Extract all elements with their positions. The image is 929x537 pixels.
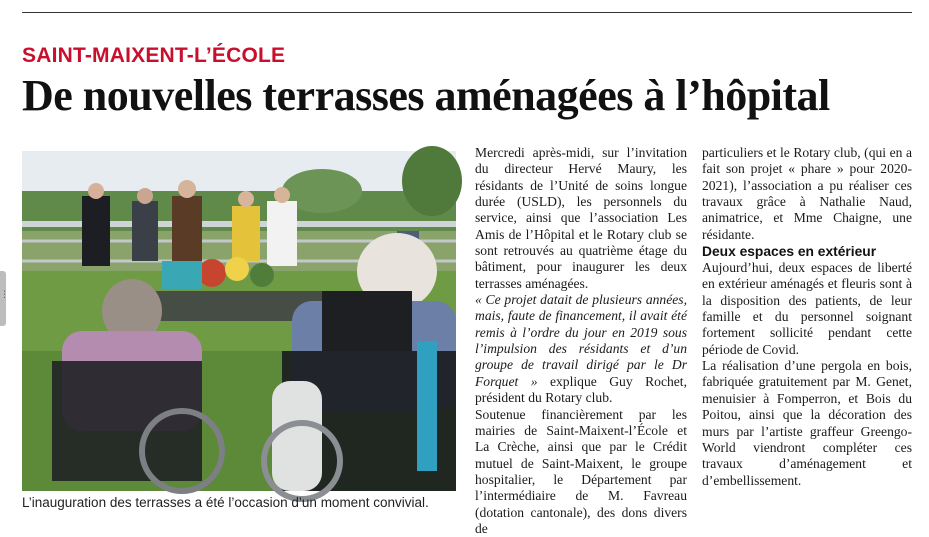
article-photo[interactable] <box>22 151 456 491</box>
paragraph-funding: Soutenue financièrement par les mairies de Saint-Maixent-l’École et La Crèche, ainsi que par le Crédit mutuel de Saint-Maixent, le groupe hospitalier, le Département par l’intermédiaire de M. Favreau (dotation cantonale), des dons divers de <box>475 407 687 537</box>
article-column-1 <box>475 145 687 515</box>
photo-caption: L’inauguration des terrasses a été l’occasion d’un moment convivial. <box>22 495 462 510</box>
quote-attribution: explique Guy Rochet, président du Rotary club. <box>475 374 687 405</box>
paragraph-intro: Mercredi après-midi, sur l’invitation du directeur Hervé Maury, les résidants de l’Unité de soins longue durée (USLD), les personnels du service, ainsi que l’association Les Amis de l’Hôpital et le Rotary club se sont retrouvés au quatrième étage du bâtiment, pour inaugurer les deux terrasses aménagées. <box>475 145 687 292</box>
drag-handle-icon[interactable]: ⋮ <box>0 290 9 300</box>
top-rule <box>22 12 912 13</box>
paragraph-continued: particuliers et le Rotary club, (qui en a fait son projet « phare » pour 2020-2021), l’association a pu réaliser ces travaux grâce à Nathalie Naud, animatrice, et Mme Chaigne, une résidante. <box>702 145 912 243</box>
quote-text: « Ce projet datait de plusieurs années, mais, faute de financement, il avait été remis à l’ordre du jour en 2019 sous l’impulsion des résidants et d’un groupe de travail dirigé par le Dr Forquet » <box>475 292 687 389</box>
subheading: Deux espaces en extérieur <box>702 243 912 260</box>
article-column-2 <box>702 145 912 515</box>
paragraph-quote <box>475 292 687 406</box>
paragraph-spaces: Aujourd’hui, deux espaces de liberté en extérieur aménagés et fleuris sont à la disposition des patients, de leur famille et du personnel soignant fortement sollicité pendant cette période de Covid. <box>702 260 912 358</box>
paragraph-pergola: La réalisation d’une pergola en bois, fabriquée gratuitement par M. Genet, menuisier à Fomperron, et Bois du Poitou, ainsi que la décoration des murs par l’artiste graffeur Greengo-World viendront compléter ces travaux d’aménagement et d’embellissement. <box>702 358 912 489</box>
section-kicker: SAINT-MAIXENT-L’ÉCOLE <box>22 44 285 68</box>
article-headline: De nouvelles terrasses aménagées à l’hôpital <box>22 70 922 122</box>
